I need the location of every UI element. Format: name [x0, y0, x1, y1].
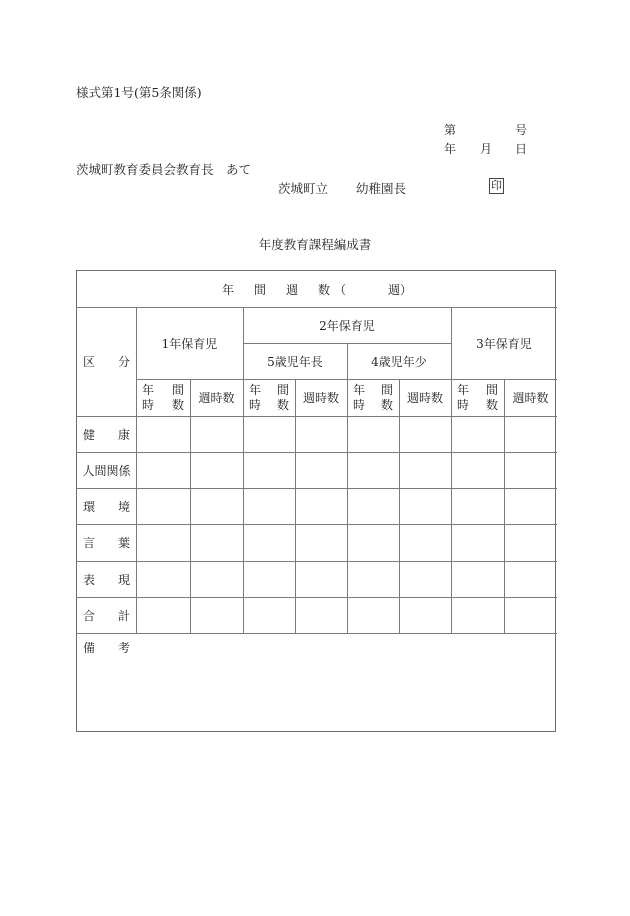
weekly-hours-header: 週時数 [302, 391, 339, 405]
group-header-3yr: 3年保育児 [476, 336, 532, 351]
remarks-label: 備 考 [83, 641, 130, 655]
row-label-expression: 表 現 [83, 572, 130, 587]
weekly-hours-header: 週時数 [512, 391, 549, 405]
row-label-relationships: 人間関係 [82, 463, 131, 478]
row-label-language: 言 葉 [83, 536, 130, 550]
group-header-2yr: 2年保育児 [319, 318, 375, 333]
date-month: 月 [480, 142, 493, 156]
date-day: 日 [515, 142, 528, 156]
category-header-char: 区 [83, 355, 96, 369]
curriculum-table [76, 270, 556, 732]
sender-title: 幼稚園長 [355, 181, 406, 196]
form-number: 様式第1号(第5条関係) [76, 85, 202, 100]
doc-number-prefix: 第 [444, 123, 457, 137]
subgroup-header-5yo: 5歳児年長 [267, 354, 323, 369]
annual-hours-header: 年 間 時 数 [457, 382, 498, 412]
seal-mark: 印 [491, 179, 502, 192]
subgroup-header-4yo: 4歳児年少 [371, 354, 427, 369]
date-year: 年 [444, 142, 457, 156]
row-label-environment: 環 境 [83, 499, 130, 514]
sender [278, 179, 406, 197]
annual-hours-header: 年 間 時 数 [249, 382, 289, 412]
row-label-health: 健 康 [83, 427, 130, 442]
annual-weeks-header [77, 271, 557, 307]
weekly-hours-header: 週時数 [406, 391, 443, 405]
row-label-total: 合 計 [83, 608, 130, 623]
annual-hours-header: 年 間 時 数 [142, 382, 184, 412]
addressee: 茨城町教育委員会教育長 あて [76, 162, 252, 177]
doc-number-suffix: 号 [515, 123, 528, 137]
group-header-1yr: 1年保育児 [161, 336, 218, 351]
annual-hours-header: 年 間 時 数 [353, 382, 393, 412]
annual-weeks-label: 年 間 週 数（ [221, 282, 350, 297]
weekly-hours-header: 週時数 [198, 391, 235, 405]
annual-weeks-unit: 週） [388, 282, 413, 297]
remarks-field[interactable] [137, 634, 556, 731]
category-header-char: 分 [117, 355, 130, 369]
document-title: 年度教育課程編成書 [258, 237, 372, 252]
sender-town: 茨城町立 [278, 181, 329, 196]
category-header [77, 307, 136, 416]
